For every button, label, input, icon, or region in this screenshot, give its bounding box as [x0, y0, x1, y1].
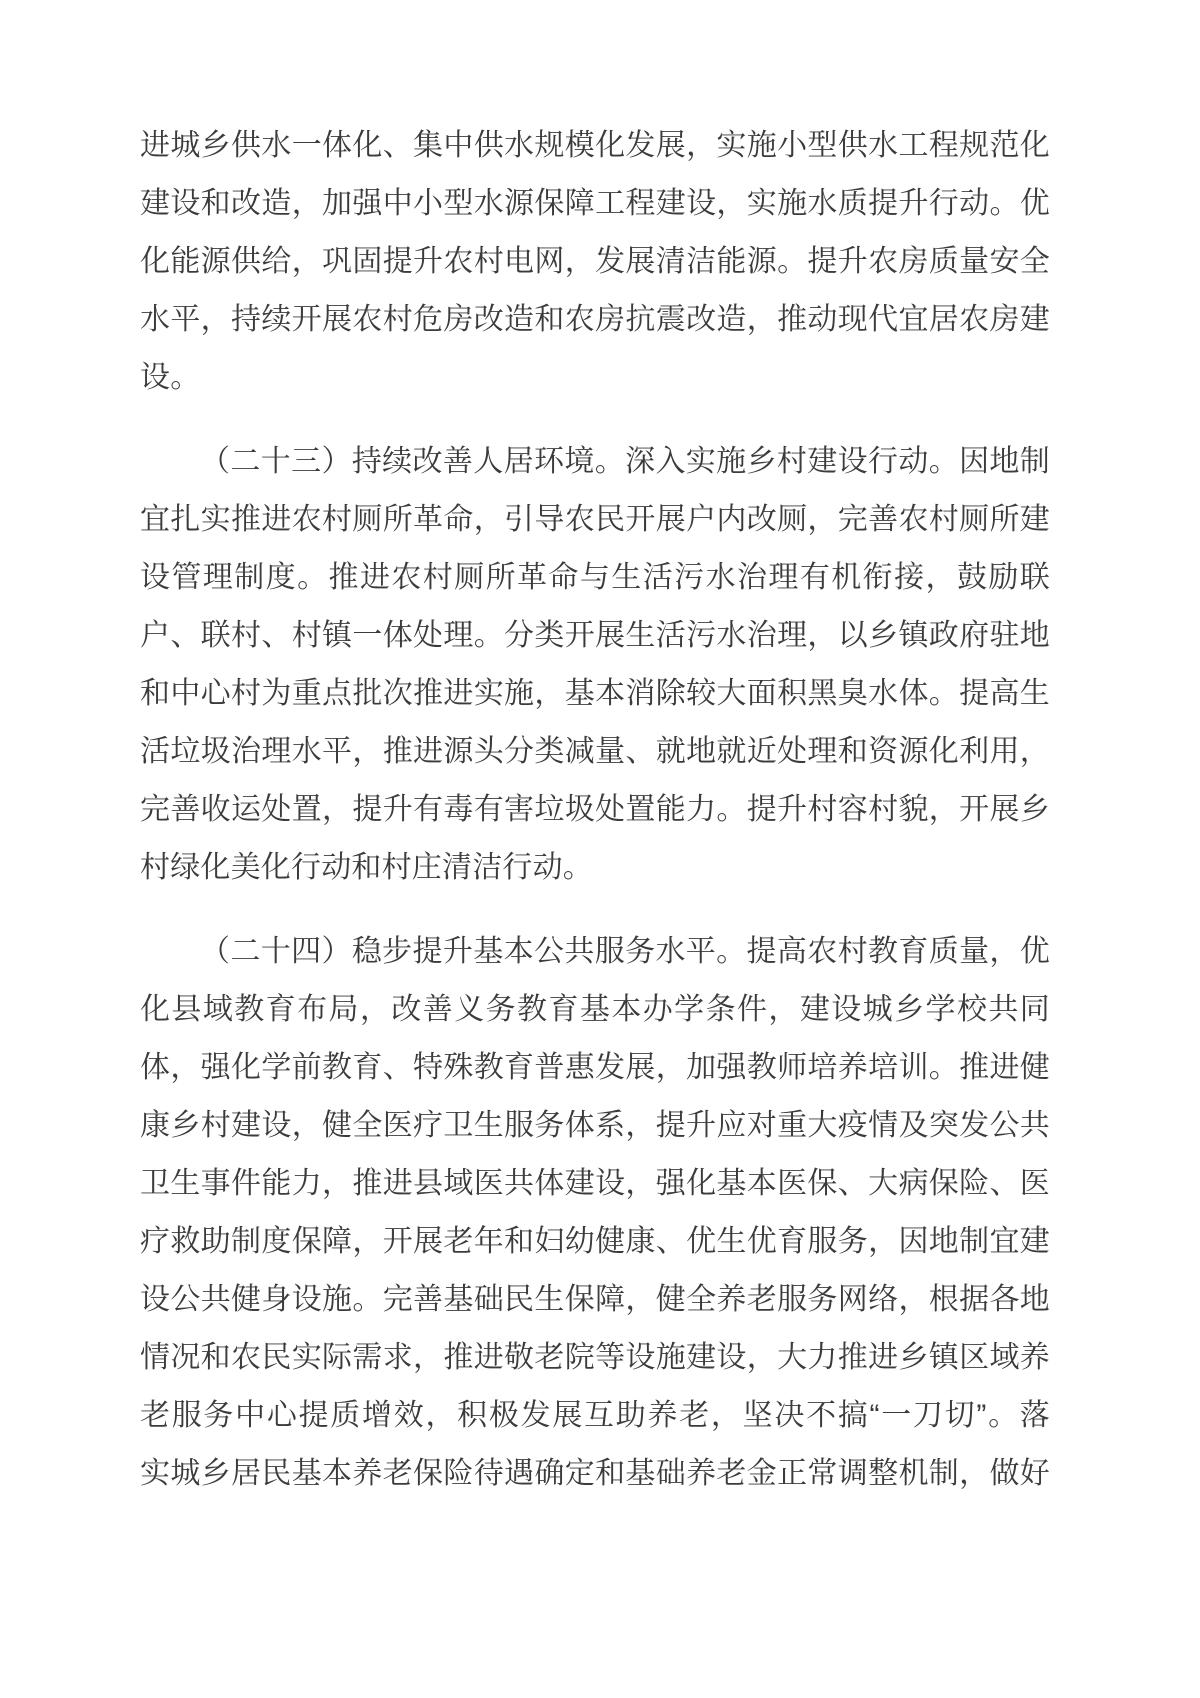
text-line: 水平，持续开展农村危房改造和农房抗震改造，推动现代宜居农房建 [140, 303, 1050, 336]
text-line: 和中心村为重点批次推进实施，基本消除较大面积黑臭水体。提高生 [140, 677, 1050, 710]
text-line: （二十四）稳步提升基本公共服务水平。提高农村教育质量，优 [200, 935, 1050, 968]
text-line: 化县域教育布局，改善义务教育基本办学条件，建设城乡学校共同 [140, 993, 1050, 1026]
text-line: （二十三）持续改善人居环境。深入实施乡村建设行动。因地制 [200, 445, 1050, 478]
text-line: 体，强化学前教育、特殊教育普惠发展，加强教师培养培训。推进健 [140, 1051, 1050, 1084]
paragraph-continuation-water-energy-housing [140, 117, 1050, 407]
document-body [140, 117, 1050, 1503]
text-line: 设。 [140, 361, 201, 394]
text-line: 设管理制度。推进农村厕所革命与生活污水治理有机衔接，鼓励联 [140, 561, 1050, 594]
text-line: 户、联村、村镇一体处理。分类开展生活污水治理，以乡镇政府驻地 [140, 619, 1050, 652]
text-line: 活垃圾治理水平，推进源头分类减量、就地就近处理和资源化利用， [140, 735, 1050, 768]
text-line: 设公共健身设施。完善基础民生保障，健全养老服务网络，根据各地 [140, 1283, 1050, 1316]
text-line: 疗救助制度保障，开展老年和妇幼健康、优生优育服务，因地制宜建 [140, 1225, 1050, 1258]
text-line: 康乡村建设，健全医疗卫生服务体系，提升应对重大疫情及突发公共 [140, 1109, 1050, 1142]
text-line: 老服务中心提质增效，积极发展互助养老，坚决不搞“一刀切”。落 [140, 1399, 1050, 1432]
text-line: 宜扎实推进农村厕所革命，引导农民开展户内改厕，完善农村厕所建 [140, 503, 1050, 536]
text-line: 村绿化美化行动和村庄清洁行动。 [140, 851, 593, 884]
paragraph-23-living-environment [140, 433, 1050, 897]
text-line: 建设和改造，加强中小型水源保障工程建设，实施水质提升行动。优 [140, 187, 1050, 220]
text-line: 情况和农民实际需求，推进敬老院等设施建设，大力推进乡镇区域养 [140, 1341, 1050, 1374]
paragraph-24-public-services [140, 923, 1050, 1503]
text-line: 进城乡供水一体化、集中供水规模化发展，实施小型供水工程规范化 [140, 129, 1050, 162]
text-line: 卫生事件能力，推进县域医共体建设，强化基本医保、大病保险、医 [140, 1167, 1050, 1200]
text-line: 化能源供给，巩固提升农村电网，发展清洁能源。提升农房质量安全 [140, 245, 1050, 278]
text-line: 实城乡居民基本养老保险待遇确定和基础养老金正常调整机制，做好 [140, 1457, 1050, 1490]
text-line: 完善收运处置，提升有毒有害垃圾处置能力。提升村容村貌，开展乡 [140, 793, 1050, 826]
